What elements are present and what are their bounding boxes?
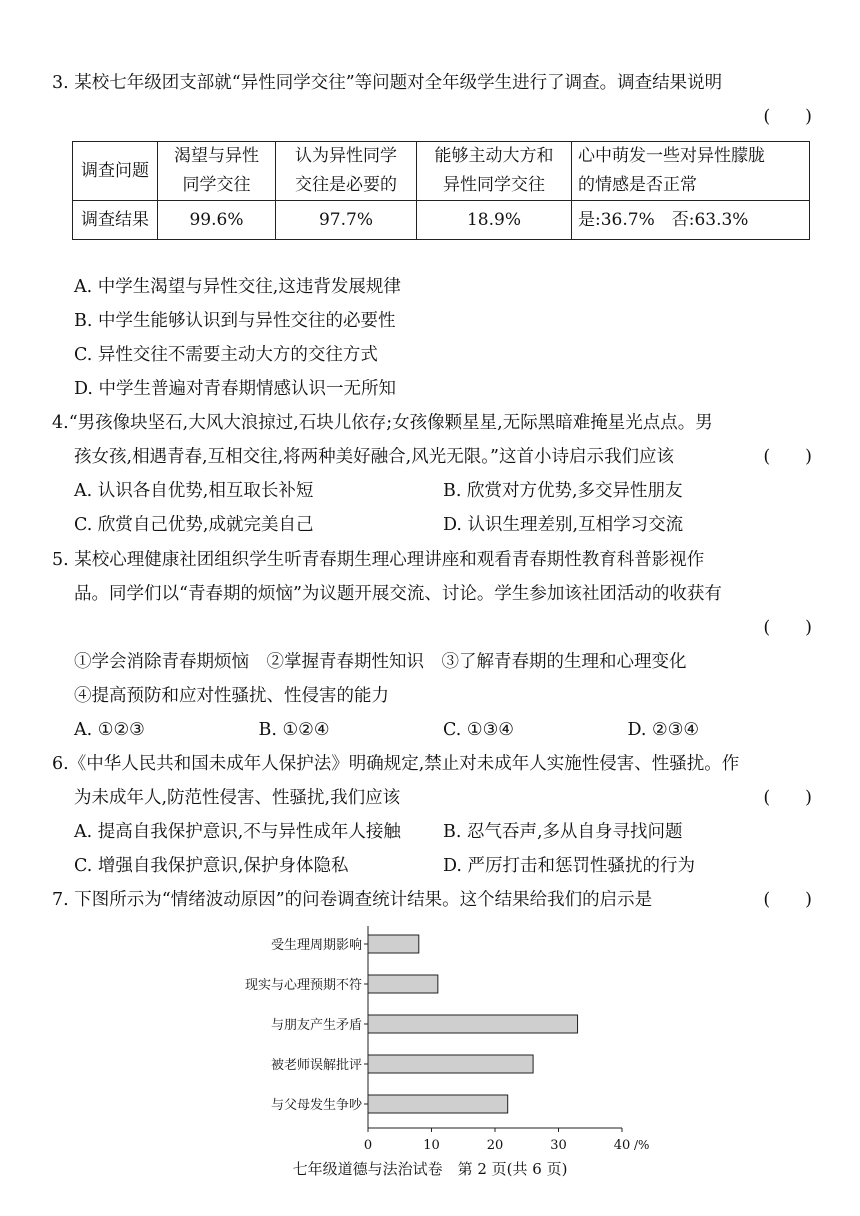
category-label: 与父母发生争吵: [270, 1098, 362, 1113]
option-d: D. 认识生理差别,互相学习交流: [443, 515, 684, 535]
question-5-line-1: 5. 某校心理健康社团组织学生听青春期生理心理讲座和观看青春期性教育科普影视作: [52, 550, 705, 570]
category-label: 与朋友产生矛盾: [270, 1018, 362, 1033]
question-5-items-2: ④提高预防和应对性骚扰、性侵害的能力: [74, 686, 389, 706]
question-3: [52, 66, 812, 134]
option-c: C. 异性交往不需要主动大方的交往方式: [74, 345, 378, 365]
question-6-line-2: 为未成年人,防范性侵害、性骚扰,我们应该: [74, 788, 401, 808]
x-tick-label: 20: [486, 1138, 504, 1153]
question-7-stem: 7. 下图所示为“情绪波动原因”的问卷调查统计结果。这个结果给我们的启示是: [52, 890, 653, 910]
answer-paren: ( ): [763, 890, 812, 910]
option-b: B. 欣赏对方优势,多交异性朋友: [443, 481, 683, 501]
bar: [368, 975, 438, 993]
bar: [368, 1055, 533, 1073]
table-row: [73, 201, 810, 240]
table-header-cell: 调查问题: [73, 142, 158, 201]
option-d: D. 严厉打击和惩罚性骚扰的行为: [443, 856, 696, 876]
category-label: 被老师误解批评: [270, 1058, 362, 1073]
bar: [368, 935, 419, 953]
table-header-cell: 渴望与异性 同学交往: [158, 142, 276, 201]
x-tick-label: 40: [613, 1138, 631, 1153]
page-footer: 七年级道德与法治试卷 第 2 页(共 6 页): [292, 1160, 568, 1178]
table-cell: 18.9%: [417, 201, 572, 240]
x-unit-label: /%: [634, 1138, 650, 1152]
question-5-items-1: ①学会消除青春期烦恼 ②掌握青春期性知识 ③了解青春期的生理和心理变化: [74, 652, 687, 672]
option-c: C. 增强自我保护意识,保护身体隐私: [74, 856, 349, 876]
emotion-cause-bar-chart: [220, 922, 680, 1154]
answer-paren: ( ): [763, 788, 812, 808]
table-row: [73, 142, 810, 201]
option-d: D. 中学生普遍对青春期情感认识一无所知: [74, 379, 397, 399]
option-c: C. 欣赏自己优势,成就完美自己: [74, 515, 314, 535]
x-tick-label: 0: [363, 1138, 373, 1153]
option-a: A. 中学生渴望与异性交往,这违背发展规律: [74, 277, 401, 297]
table-header-cell: 心中萌发一些对异性朦胧 的情感是否正常: [572, 142, 810, 201]
option-c: C. ①③④: [443, 720, 514, 740]
question-5: [52, 543, 812, 747]
question-7: [52, 883, 812, 917]
option-b: B. 忍气吞声,多从自身寻找问题: [443, 822, 683, 842]
question-5-line-2: 品。同学们以“青春期的烦恼”为议题开展交流、讨论。学生参加该社团活动的收获有: [74, 584, 722, 604]
option-b: B. 中学生能够认识到与异性交往的必要性: [74, 311, 396, 331]
answer-paren: ( ): [763, 618, 812, 638]
option-a: A. 认识各自优势,相互取长补短: [74, 481, 314, 501]
option-d: D. ②③④: [627, 720, 700, 740]
answer-paren: ( ): [763, 107, 812, 127]
x-tick-label: 30: [550, 1138, 567, 1153]
table-cell: 是:36.7% 否:63.3%: [572, 201, 810, 240]
x-tick-label: 10: [423, 1138, 440, 1153]
question-3-options: [52, 270, 812, 406]
question-6: [52, 747, 812, 883]
bar: [368, 1095, 508, 1113]
answer-paren: ( ): [763, 447, 812, 467]
question-4: [52, 406, 812, 542]
survey-table: [72, 141, 810, 240]
question-3-stem: 3. 某校七年级团支部就“异性同学交往”等问题对全年级学生进行了调查。调查结果说明: [52, 73, 723, 93]
table-cell: 99.6%: [158, 201, 276, 240]
question-4-line-1: 4.“男孩像块坚石,大风大浪掠过,石块儿依存;女孩像颗星星,无际黑暗难掩星光点点。男: [52, 413, 713, 433]
table-cell: 97.7%: [276, 201, 417, 240]
category-label: 现实与心理预期不符: [244, 978, 362, 993]
option-a: A. 提高自我保护意识,不与异性成年人接触: [74, 822, 401, 842]
bar: [368, 1015, 578, 1033]
question-4-line-2: 孩女孩,相遇青春,互相交往,将两种美好融合,风光无限。”这首小诗启示我们应该: [74, 447, 674, 467]
option-a: A. ①②③: [74, 720, 145, 740]
table-header-cell: 能够主动大方和 异性同学交往: [417, 142, 572, 201]
table-header-cell: 认为异性同学 交往是必要的: [276, 142, 417, 201]
question-6-line-1: 6.《中华人民共和国未成年人保护法》明确规定,禁止对未成年人实施性侵害、性骚扰。作: [52, 754, 740, 774]
table-row-label: 调查结果: [73, 201, 158, 240]
category-label: 受生理周期影响: [270, 938, 362, 953]
option-b: B. ①②④: [258, 720, 330, 740]
